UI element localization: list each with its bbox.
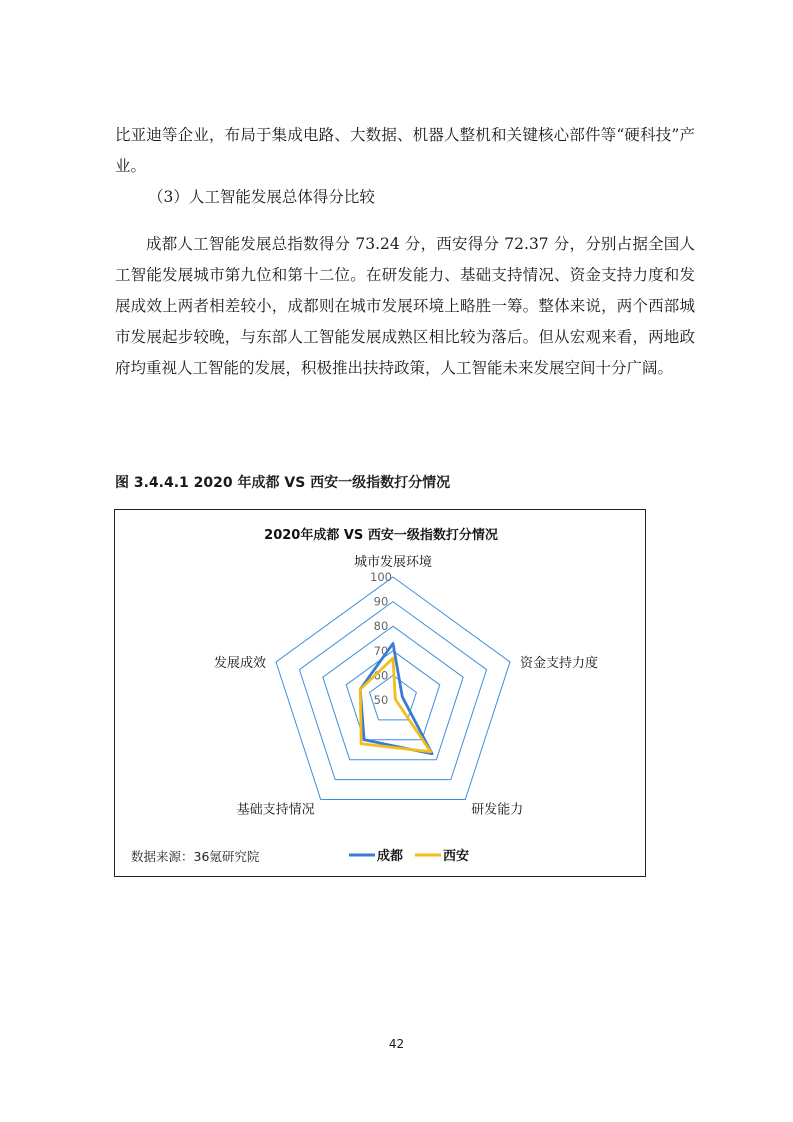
legend [349, 848, 469, 864]
legend-label-0: 成都 [377, 849, 404, 864]
axis-label-2: 研发能力 [471, 802, 524, 818]
tick-label-70: 70 [373, 643, 389, 658]
source-note: 数据来源：36氪研究院 [131, 849, 260, 864]
axis-label-4: 发展成效 [214, 655, 267, 671]
page-number: 42 [388, 1037, 405, 1051]
body-paragraph: 成都人工智能发展总指数得分 73.24 分，西安得分 72.37 分，分别占据全国人工智能发展城市第九位和第十二位。在研发能力、基础支持情况、资金支持力度和发展成效上两者相差较小，成都则在城市发展环境上略胜一筹。整体来说，两个西部城市发展起步较晚，与东部人工智能发展成熟区相比较为落后。但从宏观来看，两地政府均重视人工智能的发展，积极推出扶持政策，人工智能未来发展空间十分广阔。 [115, 235, 695, 377]
section-heading: （3）人工智能发展总体得分比较 [148, 188, 375, 206]
axis-label-3: 基础支持情况 [236, 802, 315, 818]
tick-label-80: 80 [373, 619, 389, 634]
axis-label-0: 城市发展环境 [353, 555, 433, 570]
tick-label-90: 90 [373, 594, 389, 609]
axis-label-1: 资金支持力度 [519, 655, 598, 671]
tick-label-100: 100 [370, 570, 392, 584]
chart-title: 2020年成都 VS 西安一级指数打分情况 [264, 528, 498, 543]
grid-ring-100 [276, 577, 510, 800]
paragraph-continuation: 比亚迪等企业，布局于集成电路、大数据、机器人整机和关键核心部件等“硬科技”产业。 [115, 126, 695, 175]
figure-caption: 图 3.4.4.1 2020 年成都 VS 西安一级指数打分情况 [115, 475, 451, 491]
tick-label-50: 50 [373, 693, 389, 707]
legend-label-1: 西安 [443, 849, 470, 864]
radar-chart-frame [114, 509, 646, 877]
tick-label-60: 60 [373, 668, 389, 683]
radar-chart [115, 510, 647, 878]
